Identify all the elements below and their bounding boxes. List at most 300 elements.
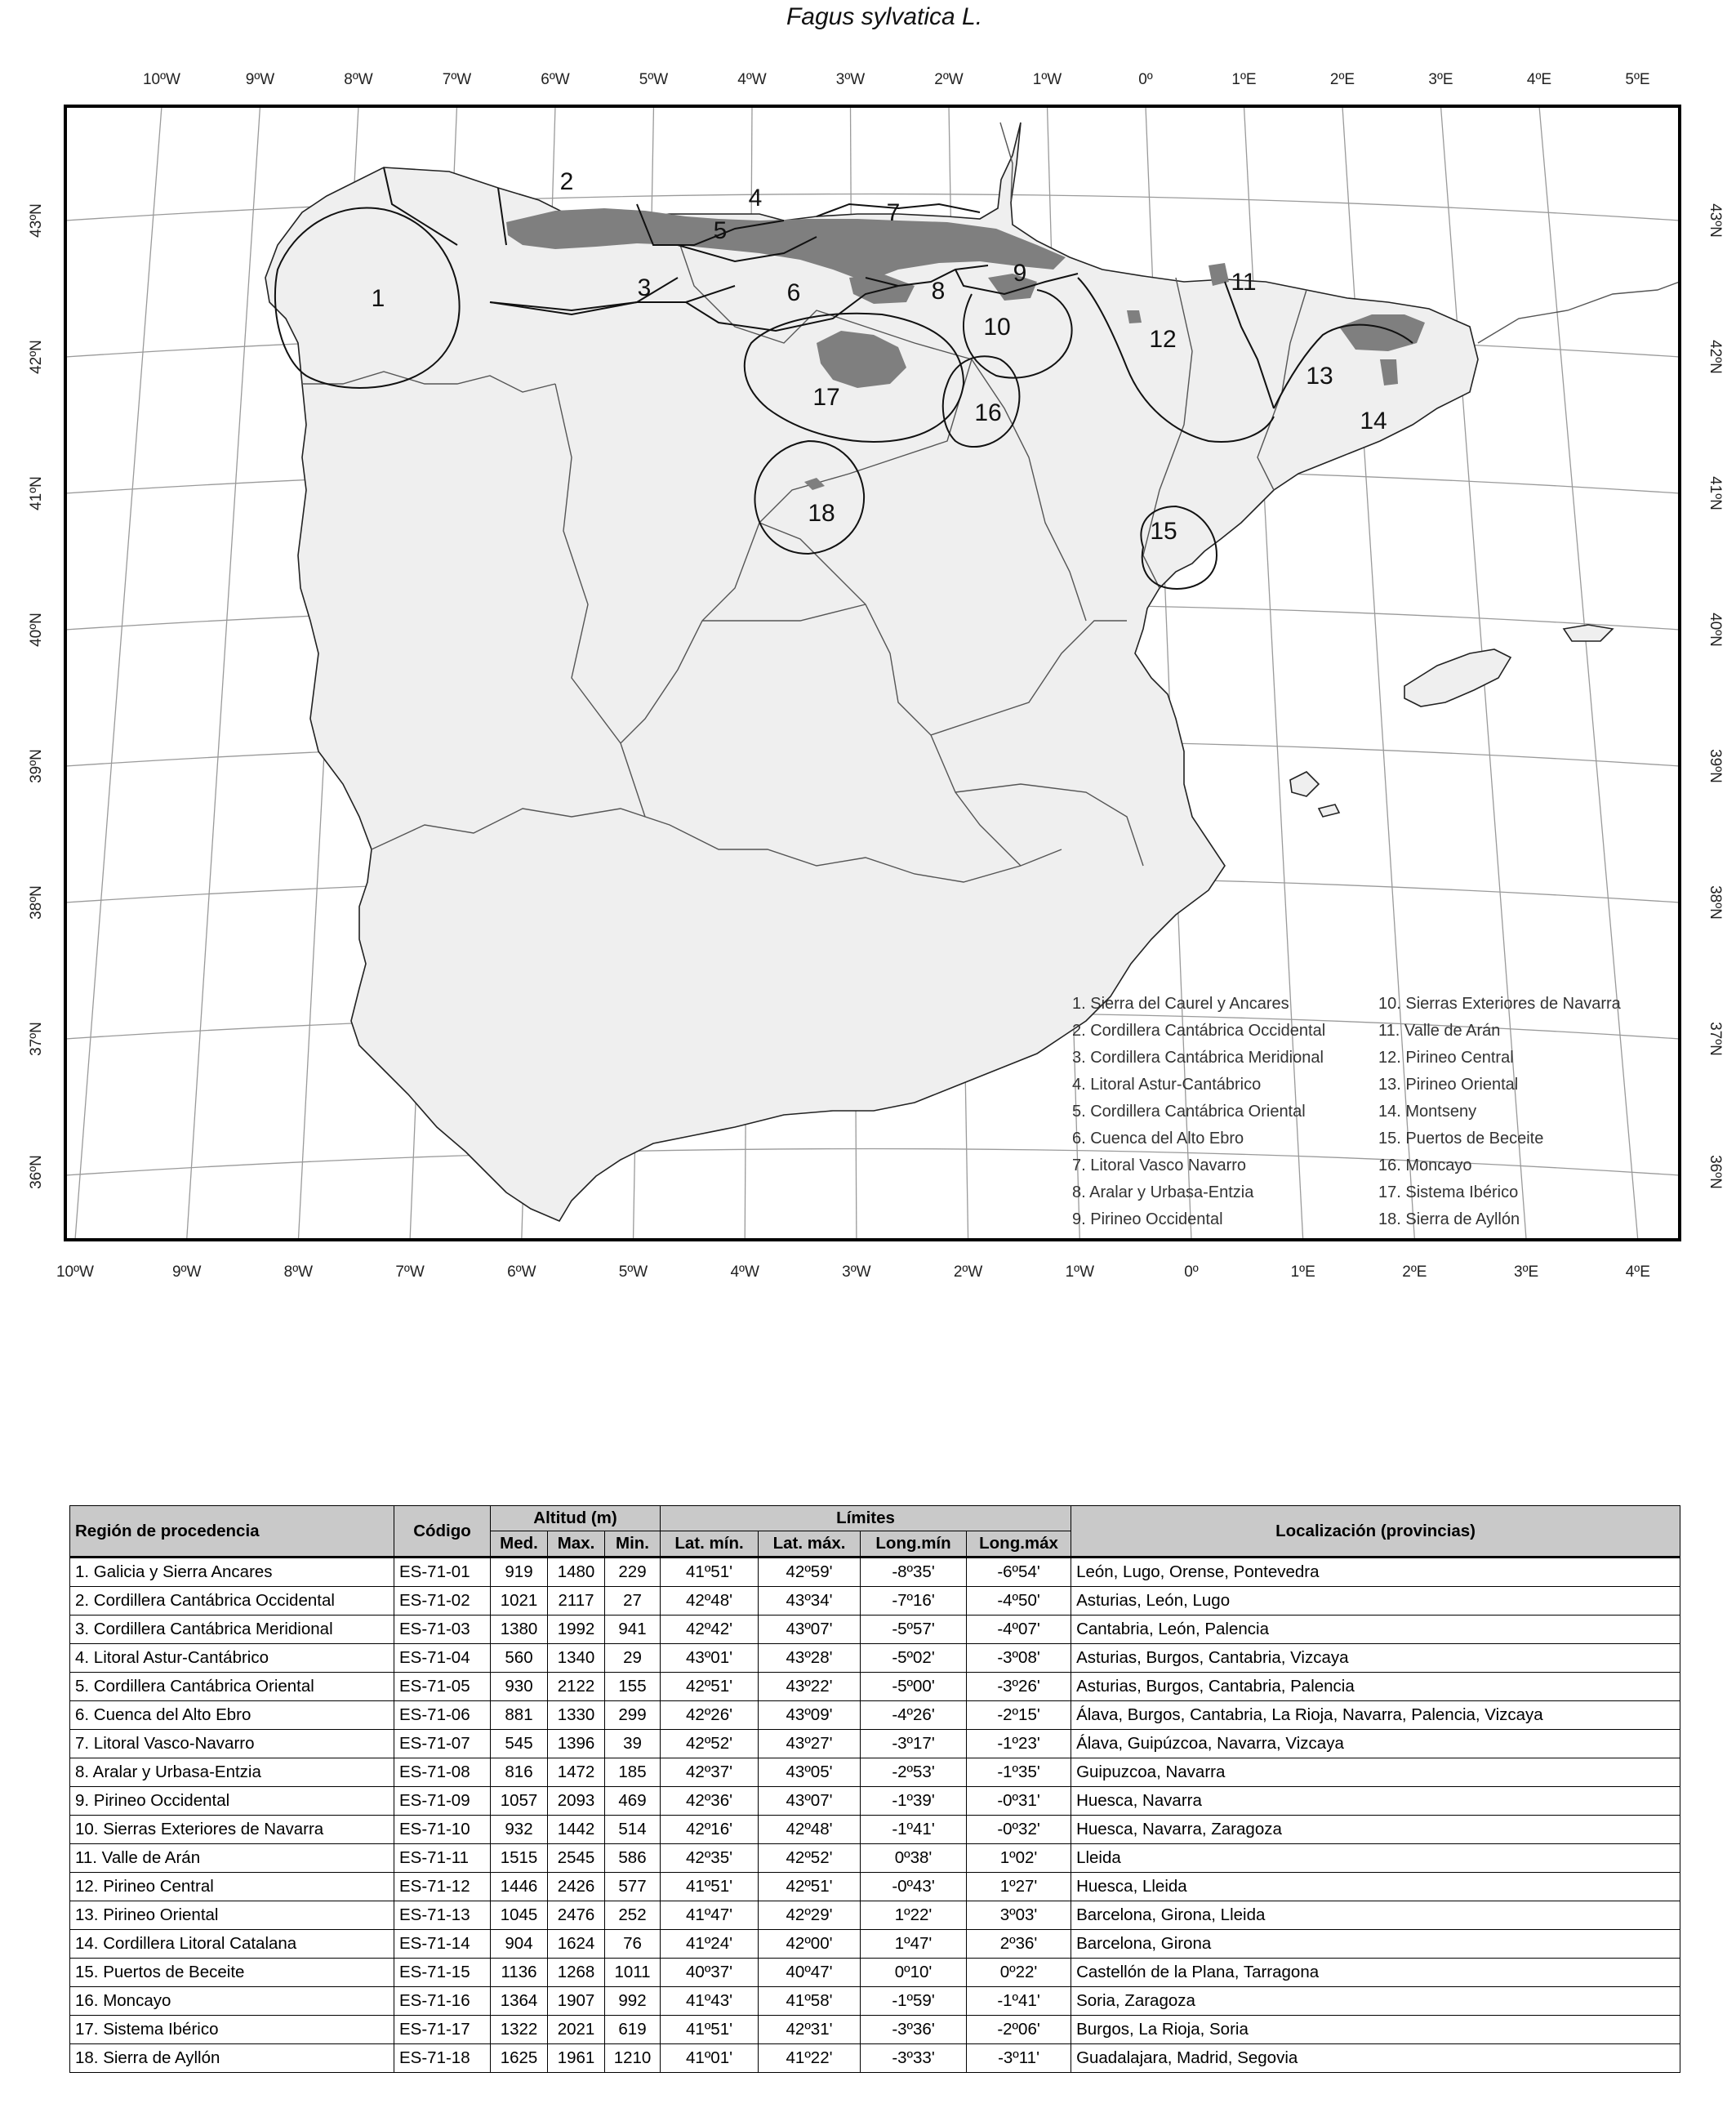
bottom-lon-label: 7ºW [395, 1263, 425, 1281]
cell-lat-min: 41º24' [661, 1930, 759, 1959]
cell-location: Castellón de la Plana, Tarragona [1071, 1959, 1680, 1987]
region-number-11: 11 [1231, 269, 1257, 296]
left-lat-label: 40ºN [28, 613, 45, 647]
cell-region: 5. Cordillera Cantábrica Oriental [70, 1673, 394, 1701]
cell-long-max: -1º41' [967, 1987, 1071, 2016]
cell-long-max: -3º26' [967, 1673, 1071, 1701]
cell-min: 1210 [605, 2044, 661, 2073]
cell-med: 1625 [491, 2044, 548, 2073]
cell-location: Asturias, Burgos, Cantabria, Vizcaya [1071, 1644, 1680, 1673]
cell-location: Soria, Zaragoza [1071, 1987, 1680, 2016]
cell-med: 816 [491, 1758, 548, 1787]
cell-med: 932 [491, 1816, 548, 1844]
cell-lat-min: 41º51' [661, 2016, 759, 2044]
cell-region: 6. Cuenca del Alto Ebro [70, 1701, 394, 1730]
cell-code: ES-71-09 [394, 1787, 491, 1816]
header-region: Región de procedencia [70, 1506, 394, 1558]
cell-long-min: -7º16' [861, 1587, 967, 1616]
cell-min: 586 [605, 1844, 661, 1873]
top-lon-label: 4ºE [1526, 71, 1552, 88]
cell-region: 18. Sierra de Ayllón [70, 2044, 394, 2073]
cell-long-min: -1º59' [861, 1987, 967, 2016]
cell-region: 16. Moncayo [70, 1987, 394, 2016]
table-row [70, 1987, 1680, 2016]
cell-max: 1396 [548, 1730, 605, 1758]
header-max: Max. [548, 1531, 605, 1558]
legend-item: 8. Aralar y Urbasa-Entzia [1072, 1183, 1254, 1201]
cell-lat-max: 43º34' [759, 1587, 861, 1616]
header-med: Med. [491, 1531, 548, 1558]
cell-max: 2426 [548, 1873, 605, 1901]
cell-lat-max: 42º31' [759, 2016, 861, 2044]
cell-min: 941 [605, 1616, 661, 1644]
cell-min: 76 [605, 1930, 661, 1959]
cell-max: 1330 [548, 1701, 605, 1730]
region-number-5: 5 [713, 217, 728, 244]
cell-region: 15. Puertos de Beceite [70, 1959, 394, 1987]
cell-med: 881 [491, 1701, 548, 1730]
cell-region: 11. Valle de Arán [70, 1844, 394, 1873]
cell-min: 299 [605, 1701, 661, 1730]
cell-code: ES-71-14 [394, 1930, 491, 1959]
cell-max: 1992 [548, 1616, 605, 1644]
cell-max: 1268 [548, 1959, 605, 1987]
cell-med: 1021 [491, 1587, 548, 1616]
cell-long-max: -2º15' [967, 1701, 1071, 1730]
table-row [70, 1587, 1680, 1616]
bottom-lon-label: 3ºE [1514, 1263, 1539, 1281]
cell-min: 992 [605, 1987, 661, 2016]
top-lon-label: 0º [1138, 71, 1153, 88]
cell-long-max: -0º31' [967, 1787, 1071, 1816]
cell-code: ES-71-17 [394, 2016, 491, 2044]
legend-item: 17. Sistema Ibérico [1378, 1183, 1519, 1201]
bottom-longitude-labels [56, 1263, 1650, 1281]
legend-item: 1. Sierra del Caurel y Ancares [1072, 995, 1289, 1013]
table-row [70, 1758, 1680, 1787]
cell-code: ES-71-06 [394, 1701, 491, 1730]
cell-long-max: -2º06' [967, 2016, 1071, 2044]
cell-location: León, Lugo, Orense, Pontevedra [1071, 1558, 1680, 1587]
cell-med: 930 [491, 1673, 548, 1701]
region-number-9: 9 [1013, 260, 1027, 287]
cell-long-max: -3º11' [967, 2044, 1071, 2073]
cell-location: Barcelona, Girona, Lleida [1071, 1901, 1680, 1930]
cell-location: Asturias, León, Lugo [1071, 1587, 1680, 1616]
cell-lat-max: 41º58' [759, 1987, 861, 2016]
bottom-lon-label: 0º [1184, 1263, 1199, 1281]
header-location: Localización (provincias) [1071, 1506, 1680, 1558]
region-number-10: 10 [983, 314, 1011, 341]
cell-max: 2093 [548, 1787, 605, 1816]
cell-long-max: 0º22' [967, 1959, 1071, 1987]
cell-min: 155 [605, 1673, 661, 1701]
left-lat-label: 43ºN [28, 203, 45, 238]
cell-lat-min: 41º43' [661, 1987, 759, 2016]
region-number-7: 7 [886, 199, 901, 226]
cell-lat-max: 43º07' [759, 1616, 861, 1644]
cell-max: 1340 [548, 1644, 605, 1673]
cell-lat-min: 41º01' [661, 2044, 759, 2073]
cell-region: 13. Pirineo Oriental [70, 1901, 394, 1930]
cell-med: 1380 [491, 1616, 548, 1644]
legend-item: 5. Cordillera Cantábrica Oriental [1072, 1103, 1306, 1121]
cell-lat-min: 42º37' [661, 1758, 759, 1787]
table-row [70, 1644, 1680, 1673]
cell-long-min: 0º10' [861, 1959, 967, 1987]
bottom-lon-label: 1ºW [1065, 1263, 1095, 1281]
provenance-regions-table-container [69, 1505, 1680, 2073]
cell-code: ES-71-12 [394, 1873, 491, 1901]
header-code: Código [394, 1506, 491, 1558]
bottom-lon-label: 9ºW [171, 1263, 202, 1281]
top-lon-label: 3ºE [1428, 71, 1453, 88]
cell-min: 29 [605, 1644, 661, 1673]
cell-lat-min: 42º35' [661, 1844, 759, 1873]
table-row [70, 2044, 1680, 2073]
cell-long-min: -0º43' [861, 1873, 967, 1901]
cell-lat-max: 42º48' [759, 1816, 861, 1844]
region-number-12: 12 [1149, 326, 1177, 353]
top-lon-label: 9ºW [245, 71, 275, 88]
table-row [70, 1730, 1680, 1758]
cell-region: 7. Litoral Vasco-Navarro [70, 1730, 394, 1758]
cell-lat-max: 43º28' [759, 1644, 861, 1673]
header-altitude: Altitud (m) [491, 1506, 661, 1531]
right-lat-label: 43ºN [1707, 203, 1724, 238]
cell-lat-min: 42º16' [661, 1816, 759, 1844]
legend-item: 14. Montseny [1378, 1103, 1477, 1121]
cell-region: 4. Litoral Astur-Cantábrico [70, 1644, 394, 1673]
legend-item: 2. Cordillera Cantábrica Occidental [1072, 1022, 1326, 1040]
cell-long-max: -0º32' [967, 1816, 1071, 1844]
top-lon-label: 6ºW [541, 71, 570, 88]
cell-max: 1472 [548, 1758, 605, 1787]
cell-long-min: -3º33' [861, 2044, 967, 2073]
region-number-13: 13 [1306, 363, 1333, 390]
cell-region: 14. Cordillera Litoral Catalana [70, 1930, 394, 1959]
cell-long-max: 2º36' [967, 1930, 1071, 1959]
cell-max: 2122 [548, 1673, 605, 1701]
top-lon-label: 5ºW [639, 71, 669, 88]
cell-location: Álava, Guipúzcoa, Navarra, Vizcaya [1071, 1730, 1680, 1758]
legend-item: 4. Litoral Astur-Cantábrico [1072, 1076, 1262, 1094]
left-lat-label: 39ºN [28, 749, 45, 783]
cell-long-min: -8º35' [861, 1558, 967, 1587]
cell-long-min: 0º38' [861, 1844, 967, 1873]
cell-long-min: -1º41' [861, 1816, 967, 1844]
cell-long-max: 1º27' [967, 1873, 1071, 1901]
cell-code: ES-71-13 [394, 1901, 491, 1930]
header-limits: Límites [661, 1506, 1071, 1531]
cell-lat-min: 42º36' [661, 1787, 759, 1816]
cell-lat-min: 42º42' [661, 1616, 759, 1644]
right-latitude-labels [1707, 203, 1724, 1189]
region-number-16: 16 [974, 399, 1002, 426]
cell-region: 12. Pirineo Central [70, 1873, 394, 1901]
cell-max: 2476 [548, 1901, 605, 1930]
region-number-18: 18 [808, 500, 835, 527]
region-number-17: 17 [812, 384, 840, 411]
cell-region: 8. Aralar y Urbasa-Entzia [70, 1758, 394, 1787]
cell-min: 514 [605, 1816, 661, 1844]
cell-long-min: -4º26' [861, 1701, 967, 1730]
top-lon-label: 2ºW [934, 71, 964, 88]
header-long-max: Long.máx [967, 1531, 1071, 1558]
cell-code: ES-71-07 [394, 1730, 491, 1758]
legend-item: 7. Litoral Vasco Navarro [1072, 1157, 1247, 1174]
table-row [70, 1558, 1680, 1587]
provenance-regions-table [69, 1505, 1680, 2073]
cell-location: Asturias, Burgos, Cantabria, Palencia [1071, 1673, 1680, 1701]
top-lon-label: 1ºW [1032, 71, 1062, 88]
cell-code: ES-71-05 [394, 1673, 491, 1701]
cell-region: 17. Sistema Ibérico [70, 2016, 394, 2044]
table-row [70, 1844, 1680, 1873]
left-latitude-labels [28, 203, 45, 1189]
cell-max: 2545 [548, 1844, 605, 1873]
table-row [70, 1616, 1680, 1644]
header-long-min: Long.mín [861, 1531, 967, 1558]
cell-location: Cantabria, León, Palencia [1071, 1616, 1680, 1644]
cell-location: Burgos, La Rioja, Soria [1071, 2016, 1680, 2044]
cell-max: 1624 [548, 1930, 605, 1959]
cell-lat-min: 42º26' [661, 1701, 759, 1730]
cell-lat-max: 42º59' [759, 1558, 861, 1587]
cell-location: Lleida [1071, 1844, 1680, 1873]
cell-max: 1480 [548, 1558, 605, 1587]
cell-long-max: -4º07' [967, 1616, 1071, 1644]
cell-long-min: -2º53' [861, 1758, 967, 1787]
cell-region: 9. Pirineo Occidental [70, 1787, 394, 1816]
bottom-lon-label: 8ºW [283, 1263, 314, 1281]
cell-min: 1011 [605, 1959, 661, 1987]
cell-max: 2021 [548, 2016, 605, 2044]
cell-med: 1057 [491, 1787, 548, 1816]
left-lat-label: 37ºN [28, 1022, 45, 1056]
cell-location: Guipuzcoa, Navarra [1071, 1758, 1680, 1787]
top-lon-label: 3ºW [835, 71, 866, 88]
legend-item: 16. Moncayo [1378, 1157, 1472, 1174]
bottom-lon-label: 1ºE [1290, 1263, 1315, 1281]
right-lat-label: 40ºN [1707, 613, 1724, 647]
cell-max: 1907 [548, 1987, 605, 2016]
bottom-lon-label: 5ºW [618, 1263, 648, 1281]
cell-lat-max: 43º22' [759, 1673, 861, 1701]
bottom-lon-label: 2ºW [953, 1263, 983, 1281]
legend-item: 11. Valle de Arán [1378, 1022, 1501, 1040]
legend-item: 3. Cordillera Cantábrica Meridional [1072, 1049, 1324, 1067]
header-lat-min: Lat. mín. [661, 1531, 759, 1558]
cell-long-max: -6º54' [967, 1558, 1071, 1587]
cell-lat-max: 42º51' [759, 1873, 861, 1901]
cell-lat-max: 43º27' [759, 1730, 861, 1758]
region-number-1: 1 [371, 285, 385, 312]
cell-code: ES-71-04 [394, 1644, 491, 1673]
cell-long-min: -5º02' [861, 1644, 967, 1673]
top-lon-label: 5ºE [1625, 71, 1650, 88]
cell-lat-max: 43º09' [759, 1701, 861, 1730]
cell-min: 229 [605, 1558, 661, 1587]
legend-item: 6. Cuenca del Alto Ebro [1072, 1130, 1244, 1148]
cell-med: 1446 [491, 1873, 548, 1901]
legend-item: 12. Pirineo Central [1378, 1049, 1514, 1067]
cell-long-max: -3º08' [967, 1644, 1071, 1673]
cell-lat-min: 41º47' [661, 1901, 759, 1930]
cell-long-max: -1º35' [967, 1758, 1071, 1787]
cell-code: ES-71-08 [394, 1758, 491, 1787]
cell-code: ES-71-11 [394, 1844, 491, 1873]
cell-region: 1. Galicia y Sierra Ancares [70, 1558, 394, 1587]
cell-lat-min: 41º51' [661, 1873, 759, 1901]
right-lat-label: 38ºN [1707, 885, 1724, 920]
cell-min: 469 [605, 1787, 661, 1816]
cell-location: Barcelona, Girona [1071, 1930, 1680, 1959]
region-number-15: 15 [1150, 518, 1177, 545]
cell-med: 1045 [491, 1901, 548, 1930]
legend-item: 15. Puertos de Beceite [1378, 1130, 1544, 1148]
cell-lat-min: 41º51' [661, 1558, 759, 1587]
top-lon-label: 4ºW [737, 71, 767, 88]
cell-med: 560 [491, 1644, 548, 1673]
cell-region: 3. Cordillera Cantábrica Meridional [70, 1616, 394, 1644]
header-lat-max: Lat. máx. [759, 1531, 861, 1558]
left-lat-label: 41ºN [28, 476, 45, 510]
cell-med: 545 [491, 1730, 548, 1758]
cell-min: 185 [605, 1758, 661, 1787]
region-number-8: 8 [931, 278, 946, 305]
cell-lat-max: 41º22' [759, 2044, 861, 2073]
legend-item: 9. Pirineo Occidental [1072, 1210, 1223, 1228]
region-number-14: 14 [1360, 408, 1387, 435]
table-row [70, 1673, 1680, 1701]
top-lon-label: 2ºE [1329, 71, 1355, 88]
cell-lat-max: 42º00' [759, 1930, 861, 1959]
right-lat-label: 37ºN [1707, 1022, 1724, 1056]
cell-long-max: 3º03' [967, 1901, 1071, 1930]
cell-med: 1322 [491, 2016, 548, 2044]
cell-long-min: -1º39' [861, 1787, 967, 1816]
table-row [70, 1701, 1680, 1730]
cell-code: ES-71-10 [394, 1816, 491, 1844]
cell-region: 10. Sierras Exteriores de Navarra [70, 1816, 394, 1844]
table-row [70, 1787, 1680, 1816]
legend-item: 13. Pirineo Oriental [1378, 1076, 1519, 1094]
cell-location: Huesca, Navarra [1071, 1787, 1680, 1816]
cell-lat-min: 42º52' [661, 1730, 759, 1758]
cell-long-max: -4º50' [967, 1587, 1071, 1616]
right-lat-label: 39ºN [1707, 749, 1724, 783]
table-row [70, 1873, 1680, 1901]
right-lat-label: 36ºN [1707, 1155, 1724, 1189]
bottom-lon-label: 4ºW [730, 1263, 759, 1281]
cell-long-min: -5º00' [861, 1673, 967, 1701]
cell-min: 252 [605, 1901, 661, 1930]
cell-max: 2117 [548, 1587, 605, 1616]
cell-lat-min: 43º01' [661, 1644, 759, 1673]
cell-min: 619 [605, 2016, 661, 2044]
cell-location: Huesca, Navarra, Zaragoza [1071, 1816, 1680, 1844]
region-number-6: 6 [786, 279, 801, 306]
cell-long-max: -1º23' [967, 1730, 1071, 1758]
cell-min: 577 [605, 1873, 661, 1901]
cell-long-min: 1º47' [861, 1930, 967, 1959]
cell-med: 904 [491, 1930, 548, 1959]
cell-med: 1515 [491, 1844, 548, 1873]
cell-max: 1442 [548, 1816, 605, 1844]
table-row [70, 1930, 1680, 1959]
cell-code: ES-71-01 [394, 1558, 491, 1587]
left-lat-label: 36ºN [28, 1155, 45, 1189]
cell-code: ES-71-16 [394, 1987, 491, 2016]
cell-location: Huesca, Lleida [1071, 1873, 1680, 1901]
bottom-lon-label: 6ºW [507, 1263, 536, 1281]
cell-max: 1961 [548, 2044, 605, 2073]
cell-lat-max: 40º47' [759, 1959, 861, 1987]
legend-item: 18. Sierra de Ayllón [1378, 1210, 1520, 1228]
cell-lat-min: 40º37' [661, 1959, 759, 1987]
region-number-2: 2 [559, 168, 574, 195]
table-row [70, 1901, 1680, 1930]
cell-code: ES-71-03 [394, 1616, 491, 1644]
cell-long-min: -3º36' [861, 2016, 967, 2044]
bottom-lon-label: 4ºE [1625, 1263, 1650, 1281]
cell-med: 919 [491, 1558, 548, 1587]
cell-min: 27 [605, 1587, 661, 1616]
map-frame [65, 106, 1680, 1240]
top-lon-label: 8ºW [344, 71, 373, 88]
left-lat-label: 38ºN [28, 885, 45, 920]
legend-item: 10. Sierras Exteriores de Navarra [1378, 995, 1621, 1013]
region-number-4: 4 [748, 185, 763, 212]
cell-lat-max: 43º07' [759, 1787, 861, 1816]
cell-lat-max: 43º05' [759, 1758, 861, 1787]
cell-med: 1136 [491, 1959, 548, 1987]
cell-lat-min: 42º48' [661, 1587, 759, 1616]
table-row [70, 1959, 1680, 1987]
cell-lat-min: 42º51' [661, 1673, 759, 1701]
cell-code: ES-71-02 [394, 1587, 491, 1616]
cell-location: Álava, Burgos, Cantabria, La Rioja, Navarra, Palencia, Vizcaya [1071, 1701, 1680, 1730]
cell-code: ES-71-15 [394, 1959, 491, 1987]
bottom-lon-label: 2ºE [1402, 1263, 1427, 1281]
table-row [70, 1816, 1680, 1844]
cell-long-min: 1º22' [861, 1901, 967, 1930]
cell-region: 2. Cordillera Cantábrica Occidental [70, 1587, 394, 1616]
cell-lat-max: 42º29' [759, 1901, 861, 1930]
table-row [70, 2016, 1680, 2044]
top-lon-label: 1ºE [1231, 71, 1257, 88]
region-number-3: 3 [637, 274, 652, 301]
cell-lat-max: 42º52' [759, 1844, 861, 1873]
map-title: Fagus sylvatica L. [786, 3, 983, 30]
right-lat-label: 42ºN [1707, 340, 1724, 374]
cell-long-min: -5º57' [861, 1616, 967, 1644]
cell-long-min: -3º17' [861, 1730, 967, 1758]
bottom-lon-label: 10ºW [56, 1263, 95, 1281]
top-lon-label: 10ºW [142, 71, 181, 88]
header-min: Min. [605, 1531, 661, 1558]
bottom-lon-label: 3ºW [842, 1263, 871, 1281]
right-lat-label: 41ºN [1707, 476, 1724, 510]
cell-code: ES-71-18 [394, 2044, 491, 2073]
cell-long-max: 1º02' [967, 1844, 1071, 1873]
top-longitude-labels [143, 71, 1650, 88]
top-lon-label: 7ºW [442, 71, 472, 88]
cell-min: 39 [605, 1730, 661, 1758]
cell-med: 1364 [491, 1987, 548, 2016]
left-lat-label: 42ºN [28, 340, 45, 374]
